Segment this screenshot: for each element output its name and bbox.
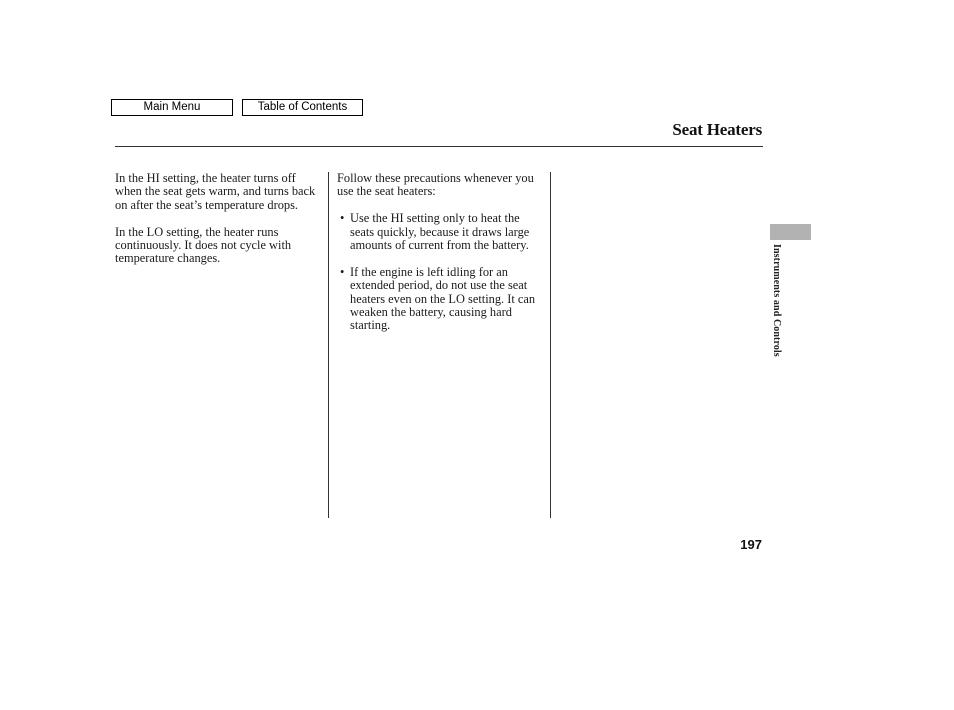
- page-number: 197: [740, 537, 762, 552]
- page-title: Seat Heaters: [672, 120, 762, 139]
- main-menu-button[interactable]: Main Menu: [111, 99, 233, 116]
- table-of-contents-button[interactable]: Table of Contents: [242, 99, 363, 116]
- list-item: [337, 266, 543, 333]
- column-divider: [328, 172, 329, 518]
- text-column-middle: [337, 172, 543, 346]
- paragraph-hi-setting: In the HI setting, the heater turns off when the seat gets warm, and turns back on after the seat’s temperature drops.: [115, 171, 316, 212]
- precautions-list: [337, 212, 543, 333]
- list-item-text: Use the HI setting only to heat the seats quickly, because it draws large amounts of current from the battery.: [350, 211, 530, 253]
- bullet-icon: •: [340, 264, 345, 279]
- section-label: Instruments and Controls: [771, 244, 782, 357]
- list-item-text: If the engine is left idling for an extended period, do not use the seat heaters even on the LO setting. It can weaken the battery, causing hard starting.: [350, 264, 536, 333]
- bullet-icon: •: [340, 211, 345, 226]
- text-column-left: [115, 172, 323, 279]
- list-item: [337, 212, 543, 252]
- column-divider: [550, 172, 551, 518]
- title-divider: [115, 146, 763, 147]
- section-tab-marker: [770, 224, 811, 240]
- paragraph-lo-setting: In the LO setting, the heater runs continuously. It does not cycle with temperature changes.: [115, 224, 292, 266]
- precautions-intro: Follow these precautions whenever you use the seat heaters:: [337, 171, 534, 199]
